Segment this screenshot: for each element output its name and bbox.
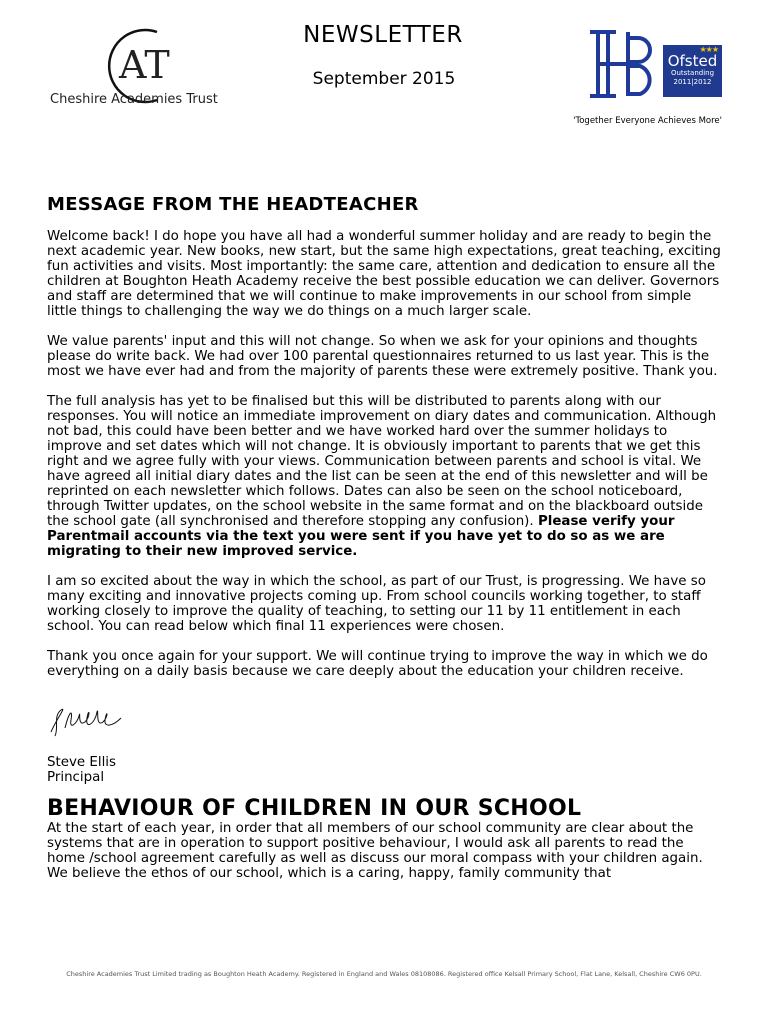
paragraph: The full analysis has yet to be finalised but this will be distributed to parents along with our responses. You will notice an immediate improvement on diary dates and communication. Although not bad, this could have been better and we have worked hard over the summer holidays to improve and set dates which will not change. It is obviously important to parents that we get this right and we agree fully with your views. Communication between parents and school is vital. We have agreed all initial diary dates and the list can be seen at the end of this newsletter and will be reprinted on each newsletter which follows. Dates can also be seen on the school noticeboard, through Twitter updates, on the school website in the same format and on the blackboard outside the school gate (all synchronised and therefore stopping any confusion). Please verify your Parentmail accounts via the text you were sent if you have yet to do so as we are migrating to their new improved service. bbox=[47, 394, 717, 559]
school-hb-logo bbox=[588, 28, 660, 100]
paragraph: We value parents' input and this will not change. So when we ask for your opinions and thoughts please do write back. We had over 100 parental questionnaires returned to us last year. This is the most we have ever had and from the majority of parents these were extremely positive. Thank you. bbox=[47, 334, 718, 379]
paragraph: Welcome back! I do hope you have all had a wonderful summer holiday and are ready to begin the next academic year. New books, new start, but the same high expectations, great teaching, exciting fun activities and visits. Most importantly: the same care, attention and dedication to ensure all the children at Boughton Heath Academy receive the best possible education we can deliver. Governors and staff are determined that we will continue to make improvements in our school from simple little things to challenging the way we do things on a much larger scale. bbox=[47, 229, 721, 319]
newsletter-date: September 2015 bbox=[312, 69, 456, 89]
ofsted-badge: ★★★ Ofsted Outstanding 2011|2012 bbox=[663, 45, 722, 97]
signature bbox=[47, 698, 127, 743]
paragraph: Thank you once again for your support. We will continue trying to improve the way in which we do everything on a daily basis because we care deeply about the education your children receive. bbox=[47, 649, 708, 679]
headteacher-heading: MESSAGE FROM THE HEADTEACHER bbox=[47, 194, 419, 215]
newsletter-title: NEWSLETTER bbox=[303, 22, 463, 48]
svg-text:AT: AT bbox=[119, 43, 170, 87]
signer-name: Steve Ellis bbox=[47, 755, 117, 770]
school-motto: 'Together Everyone Achieves More' bbox=[573, 116, 722, 126]
stars-icon: ★★★ bbox=[699, 45, 718, 54]
behaviour-heading: BEHAVIOUR OF CHILDREN IN OUR SCHOOL bbox=[47, 796, 582, 821]
trust-name: Cheshire Academies Trust bbox=[50, 92, 218, 107]
footer-registration: Cheshire Academies Trust Limited trading as Boughton Heath Academy. Registered in England and Wales 08108086. Registered office Kelsall Primary School, Flat Lane, Kelsall, Cheshire CW6 0PU. bbox=[66, 970, 702, 978]
parentmail-notice: Please verify your Parentmail accounts via the text you were sent if you have yet to do so as we are migrating to their new improved service. bbox=[47, 514, 675, 559]
paragraph: I am so excited about the way in which the school, as part of our Trust, is progressing. We have so many exciting and innovative projects coming up. From school councils working together, to staff working closely to improve the quality of teaching, to setting our 11 by 11 entitlement in each school. You can read below which final 11 experiences were chosen. bbox=[47, 574, 706, 634]
paragraph: At the start of each year, in order that all members of our school community are clear about the systems that are in operation to support positive behaviour, I would ask all parents to read the home /school agreement carefully as well as discuss our moral compass with your children again. We believe the ethos of our school, which is a caring, happy, family community that bbox=[47, 821, 703, 881]
newsletter-body bbox=[47, 194, 723, 896]
signer-title: Principal bbox=[47, 770, 105, 785]
